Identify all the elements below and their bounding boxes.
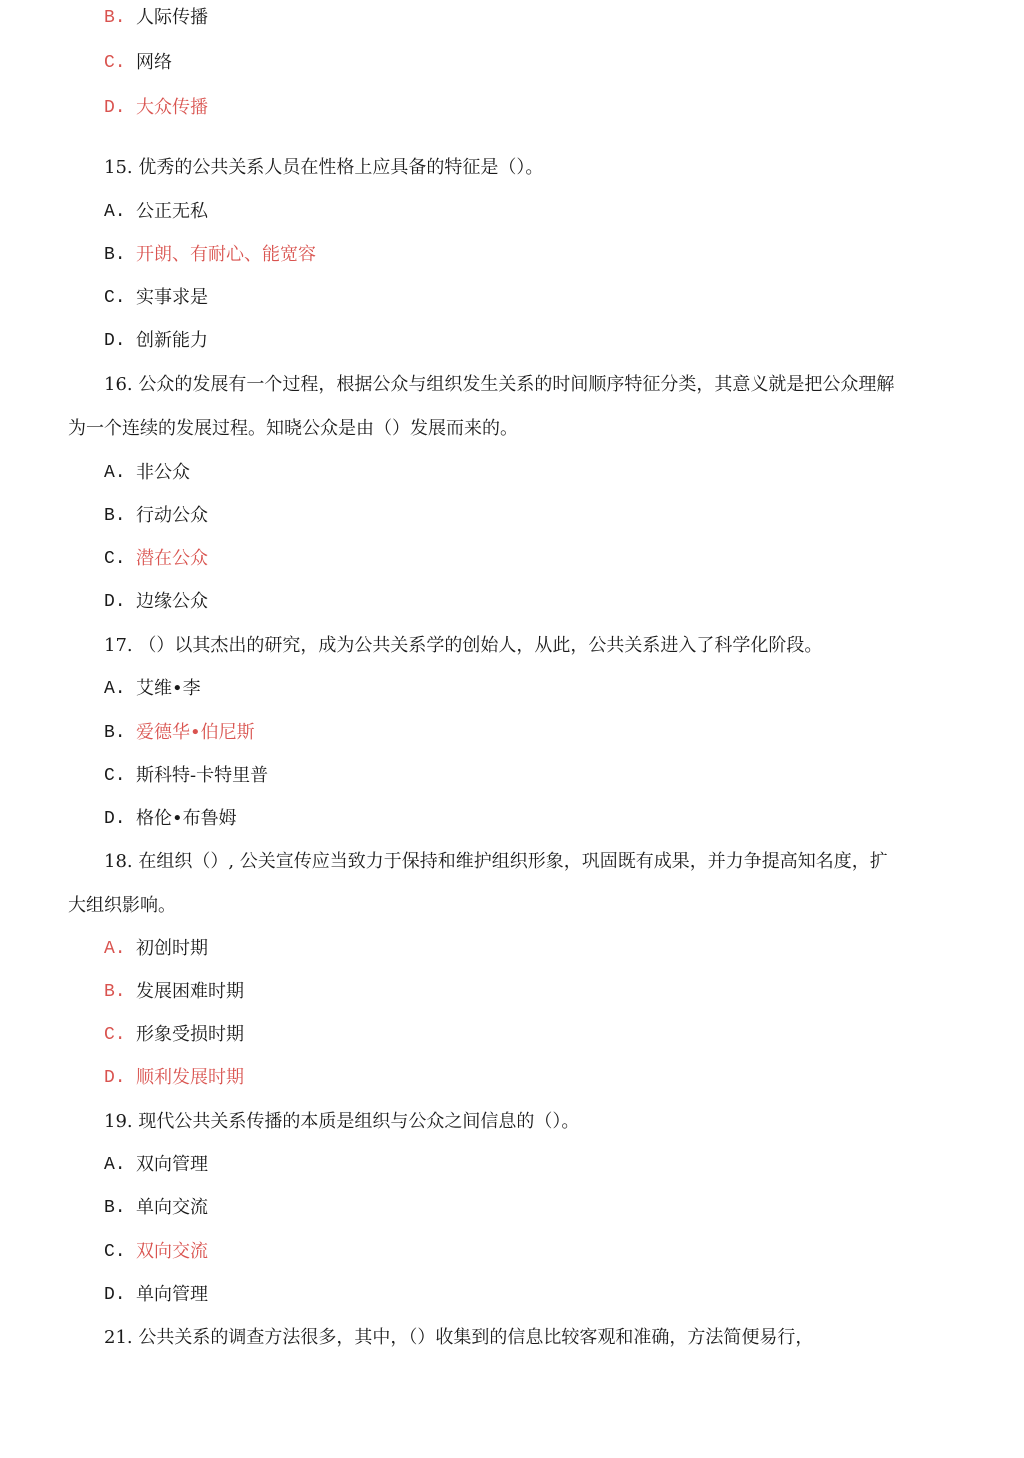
question-15-stem: 15. 优秀的公共关系人员在性格上应具备的特征是（）。: [104, 157, 544, 178]
option-letter: D.: [104, 1285, 126, 1305]
option-text: 实事求是: [136, 287, 208, 308]
option-text-answer: 双向交流: [136, 1241, 208, 1262]
option-letter: B.: [104, 506, 126, 526]
option-letter: A.: [104, 679, 126, 699]
option-text: 大众传播: [136, 97, 208, 118]
option-letter: D.: [104, 331, 126, 351]
option-letter: A.: [104, 463, 126, 483]
option-text: 单向交流: [136, 1197, 208, 1218]
option-text: 边缘公众: [136, 591, 208, 612]
option-text: 艾维•李: [136, 678, 201, 699]
question-16-stem-line2: 为一个连续的发展过程。知晓公众是由（）发展而来的。: [68, 418, 518, 439]
option-text: 形象受损时期: [136, 1024, 244, 1045]
option-letter: B.: [104, 723, 126, 743]
option-text-answer: 爱德华•伯尼斯: [136, 722, 255, 743]
option-letter: D.: [104, 98, 126, 118]
option-letter: A.: [104, 939, 126, 959]
question-18-stem-line1: 18. 在组织（）, 公关宣传应当致力于保持和维护组织形象，巩固既有成果，并力争提高知名度，扩: [104, 851, 888, 872]
option-letter: B.: [104, 1198, 126, 1218]
question-16-stem-line1: 16. 公众的发展有一个过程，根据公众与组织发生关系的时间顺序特征分类，其意义就是把公众理解: [104, 374, 895, 395]
option-text: 初创时期: [136, 938, 208, 959]
option-text: 发展困难时期: [136, 981, 244, 1002]
question-19-stem: 19. 现代公共关系传播的本质是组织与公众之间信息的（）。: [104, 1111, 580, 1132]
option-text-answer: 潜在公众: [136, 548, 208, 569]
option-letter: C.: [104, 549, 126, 569]
option-text: 格伦•布鲁姆: [136, 808, 237, 829]
option-letter: D.: [104, 809, 126, 829]
option-letter: B.: [104, 8, 126, 28]
question-18-stem-line2: 大组织影响。: [68, 895, 176, 916]
option-text: 非公众: [136, 462, 190, 483]
option-text: 行动公众: [136, 505, 208, 526]
question-21-stem: 21. 公共关系的调查方法很多，其中，（）收集到的信息比较客观和准确，方法简便易行，: [104, 1327, 814, 1348]
option-letter: C.: [104, 53, 126, 73]
option-text: 斯科特-卡特里普: [136, 765, 269, 786]
option-letter: C.: [104, 1242, 126, 1262]
option-text: 人际传播: [136, 7, 208, 28]
option-letter: C.: [104, 288, 126, 308]
option-text: 双向管理: [136, 1154, 208, 1175]
option-text: 网络: [136, 52, 172, 73]
option-letter: B.: [104, 982, 126, 1002]
option-letter: C.: [104, 1025, 126, 1045]
option-letter: A.: [104, 202, 126, 222]
option-text: 单向管理: [136, 1284, 208, 1305]
option-letter: D.: [104, 1068, 126, 1088]
option-letter: C.: [104, 766, 126, 786]
option-letter: A.: [104, 1155, 126, 1175]
option-text-answer: 开朗、有耐心、能宽容: [136, 244, 316, 265]
option-letter: B.: [104, 245, 126, 265]
option-letter: D.: [104, 592, 126, 612]
option-text-answer: 顺利发展时期: [136, 1067, 244, 1088]
question-17-stem: 17. （）以其杰出的研究，成为公共关系学的创始人，从此，公共关系进入了科学化阶段。: [104, 635, 823, 656]
option-text: 公正无私: [136, 201, 208, 222]
option-text: 创新能力: [136, 330, 208, 351]
